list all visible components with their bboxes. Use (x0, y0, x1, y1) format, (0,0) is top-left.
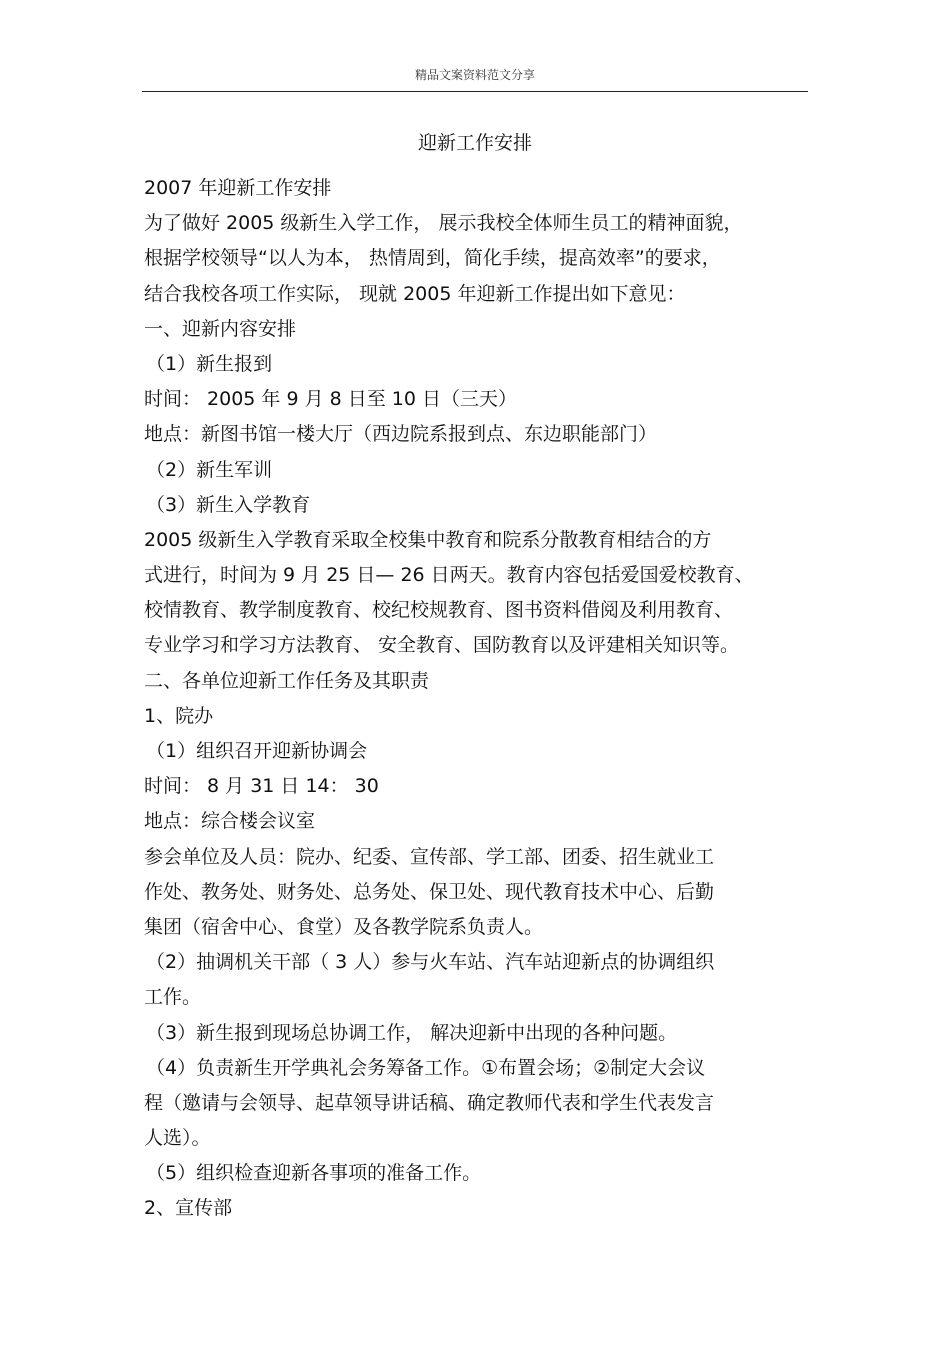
subsection-heading: （3）新生入学教育 (146, 493, 311, 516)
body-line: （3）新生报到现场总协调工作， 解决迎新中出现的各种问题。 (146, 1021, 678, 1044)
subsection-heading: （1）新生报到 (146, 352, 273, 375)
section-heading: 一、迎新内容安排 (144, 317, 297, 340)
unit-heading: 2、宣传部 (144, 1197, 233, 1220)
unit-heading: 1、院办 (144, 704, 214, 727)
subsection-heading: （1）组织召开迎新协调会 (146, 740, 368, 762)
body-line: （4）负责新生开学典礼会务筹备工作。①布置会场；②制定大会议 (146, 1056, 706, 1079)
body-line: 时间： 2005 年 9 月 8 日至 10 日（三天） (144, 388, 518, 411)
document-body (144, 171, 804, 1227)
body-line: 2007 年迎新工作安排 (144, 177, 332, 199)
body-line: 人选）。 (144, 1127, 211, 1150)
body-line: 集团（宿舍中心、食堂）及各教学院系负责人。 (144, 915, 544, 938)
document-title: 迎新工作安排 (417, 132, 532, 154)
body-line: 为了做好 2005 级新生入学工作， 展示我校全体师生员工的精神面貌， (144, 212, 743, 235)
body-line: 2005 级新生入学教育采取全校集中教育和院系分散教育相结合的方 (144, 528, 712, 551)
body-line: （2）抽调机关干部（ 3 人）参与火车站、汽车站迎新点的协调组织 (146, 951, 715, 974)
body-line: 参会单位及人员：院办、纪委、宣传部、学工部、团委、招生就业工 (144, 845, 715, 868)
body-line: 程（邀请与会领导、起草领导讲话稿、确定教师代表和学生代表发言 (144, 1091, 715, 1114)
body-line: （5）组织检查迎新各事项的准备工作。 (146, 1162, 482, 1185)
body-line: 作处、教务处、财务处、总务处、保卫处、现代教育技术中心、后勤 (144, 880, 715, 903)
body-line: 根据学校领导“以人为本， 热情周到，简化手续，提高效率”的要求， (144, 247, 721, 270)
body-line: 式进行，时间为 9 月 25 日— 26 日两天。教育内容包括爱国爱校教育、 (144, 564, 754, 587)
body-line: 专业学习和学习方法教育、 安全教育、国防教育以及评建相关知识等。 (144, 634, 740, 657)
body-line: 校情教育、教学制度教育、校纪校规教育、图书资料借阅及利用教育、 (144, 599, 734, 622)
subsection-heading: （2）新生军训 (146, 458, 273, 481)
page-header: 精品文案资料范文分享 (414, 68, 535, 82)
body-line: 地点：综合楼会议室 (144, 810, 316, 833)
body-line: 时间： 8 月 31 日 14： 30 (144, 775, 379, 798)
body-line: 地点：新图书馆一楼大厅（西边院系报到点、东边职能部门） (144, 423, 658, 446)
section-heading: 二、各单位迎新工作任务及其职责 (144, 669, 430, 692)
body-line: 工作。 (144, 986, 202, 1009)
header-divider (142, 91, 808, 92)
body-line: 结合我校各项工作实际， 现就 2005 年迎新工作提出如下意见： (144, 282, 686, 305)
